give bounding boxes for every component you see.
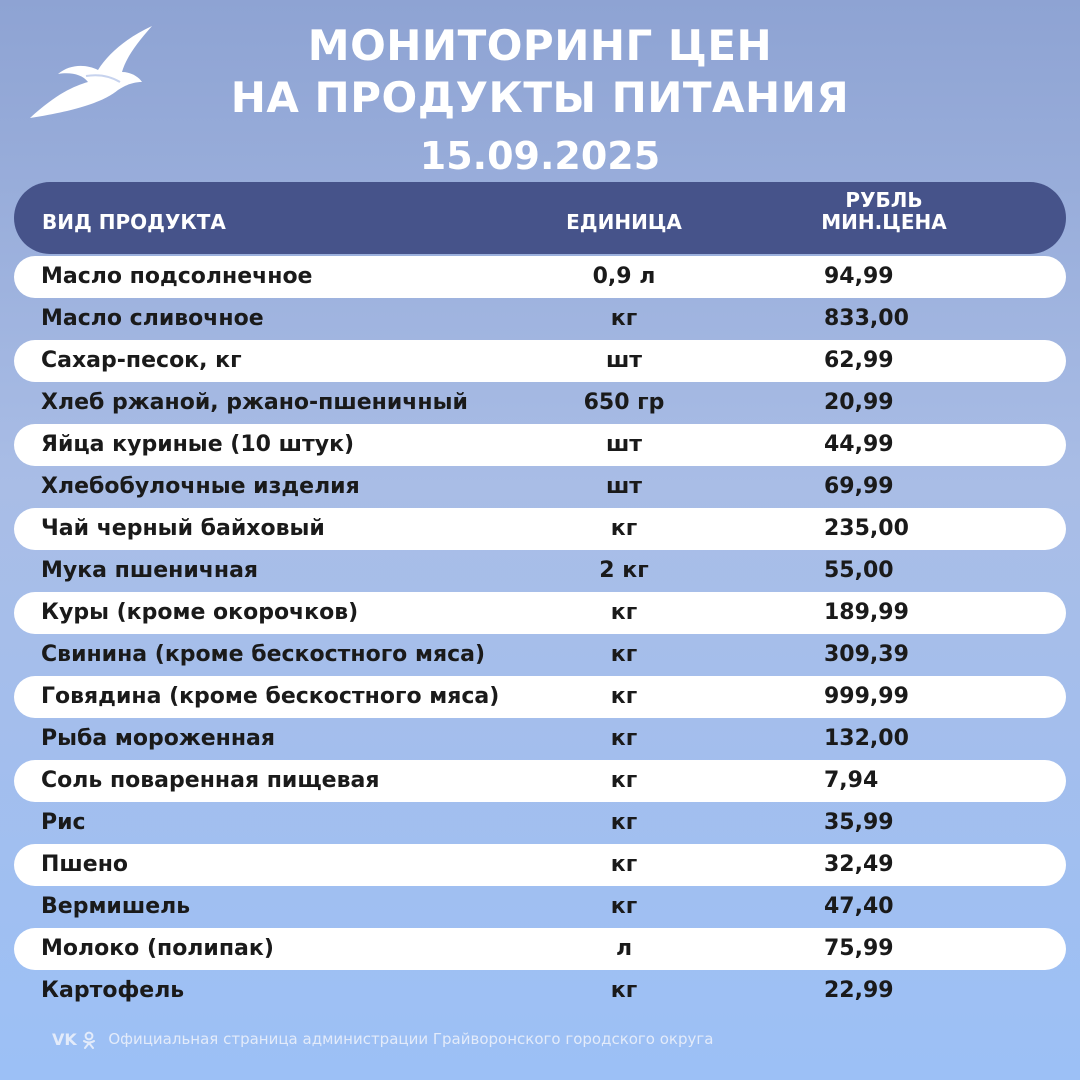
product-price: 75,99 <box>824 936 894 961</box>
product-price: 7,94 <box>824 768 879 793</box>
product-price: 22,99 <box>824 978 894 1003</box>
table-row <box>14 592 1066 634</box>
table-row <box>14 550 1066 592</box>
table-row <box>14 424 1066 466</box>
product-name: Молоко (полипак) <box>41 936 274 961</box>
product-unit: шт <box>605 432 643 457</box>
table-row <box>14 382 1066 424</box>
product-unit: кг <box>610 978 638 1003</box>
page-title <box>0 20 1080 124</box>
product-name: Вермишель <box>41 894 191 919</box>
product-price: 833,00 <box>824 306 909 331</box>
header-price-line1: РУБЛЬ <box>845 188 923 212</box>
product-unit: кг <box>610 306 638 331</box>
footer-text: Официальная страница администрации Грайворонского городского округа <box>108 1030 714 1048</box>
product-name: Сахар-песок, кг <box>41 348 242 373</box>
header-product: ВИД ПРОДУКТА <box>42 210 226 234</box>
price-table <box>14 256 1066 1012</box>
table-row <box>14 466 1066 508</box>
product-name: Свинина (кроме бескостного мяса) <box>41 642 486 667</box>
date-label: 15.09.2025 <box>419 134 661 178</box>
product-price: 55,00 <box>824 558 894 583</box>
table-row <box>14 802 1066 844</box>
social-icons <box>52 1028 96 1052</box>
product-unit: кг <box>610 642 638 667</box>
product-price: 235,00 <box>824 516 909 541</box>
product-price: 62,99 <box>824 348 894 373</box>
table-row <box>14 340 1066 382</box>
product-unit: кг <box>610 684 638 709</box>
product-name: Пшено <box>41 852 129 877</box>
product-price: 35,99 <box>824 810 894 835</box>
table-row <box>14 970 1066 1012</box>
table-row <box>14 298 1066 340</box>
table-row <box>14 718 1066 760</box>
product-name: Хлеб ржаной, ржано-пшеничный <box>41 390 468 415</box>
product-unit: кг <box>610 516 638 541</box>
product-price: 20,99 <box>824 390 894 415</box>
product-name: Чай черный байховый <box>41 516 325 541</box>
table-row <box>14 256 1066 298</box>
product-price: 32,49 <box>824 852 894 877</box>
product-name: Яйца куриные (10 штук) <box>41 432 355 457</box>
product-price: 999,99 <box>824 684 909 709</box>
table-row <box>14 886 1066 928</box>
title-line-2: НА ПРОДУКТЫ ПИТАНИЯ <box>230 73 850 122</box>
product-price: 47,40 <box>824 894 894 919</box>
product-name: Картофель <box>41 978 185 1003</box>
product-unit: шт <box>605 474 643 499</box>
product-name: Рыба мороженная <box>41 726 276 751</box>
vk-icon: VK <box>52 1029 77 1049</box>
product-unit: кг <box>610 726 638 751</box>
product-price: 309,39 <box>824 642 909 667</box>
product-name: Соль поваренная пищевая <box>41 768 380 793</box>
product-unit: 2 кг <box>599 558 649 583</box>
product-unit: л <box>615 936 633 961</box>
header-price-line2: МИН.ЦЕНА <box>821 210 947 234</box>
table-row <box>14 508 1066 550</box>
product-price: 94,99 <box>824 264 894 289</box>
product-unit: кг <box>610 600 638 625</box>
odnoklassniki-icon <box>82 1031 96 1049</box>
footer <box>52 1027 713 1051</box>
table-row <box>14 676 1066 718</box>
product-unit: 0,9 л <box>592 264 656 289</box>
product-name: Мука пшеничная <box>41 558 259 583</box>
product-name: Рис <box>41 810 86 835</box>
product-unit: кг <box>610 894 638 919</box>
product-unit: 650 гр <box>583 390 665 415</box>
product-unit: кг <box>610 852 638 877</box>
product-name: Хлебобулочные изделия <box>41 474 360 499</box>
product-name: Говядина (кроме бескостного мяса) <box>41 684 500 709</box>
product-price: 44,99 <box>824 432 894 457</box>
product-name: Масло сливочное <box>41 306 264 331</box>
table-row <box>14 928 1066 970</box>
product-price: 69,99 <box>824 474 894 499</box>
table-row <box>14 844 1066 886</box>
header-unit: ЕДИНИЦА <box>566 210 682 234</box>
product-unit: кг <box>610 768 638 793</box>
title-line-1: МОНИТОРИНГ ЦЕН <box>307 21 773 70</box>
product-unit: кг <box>610 810 638 835</box>
table-row <box>14 760 1066 802</box>
product-name: Масло подсолнечное <box>41 264 313 289</box>
product-unit: шт <box>605 348 643 373</box>
table-row <box>14 634 1066 676</box>
product-name: Куры (кроме окорочков) <box>41 600 359 625</box>
product-price: 189,99 <box>824 600 909 625</box>
table-header <box>14 182 1066 254</box>
product-price: 132,00 <box>824 726 909 751</box>
